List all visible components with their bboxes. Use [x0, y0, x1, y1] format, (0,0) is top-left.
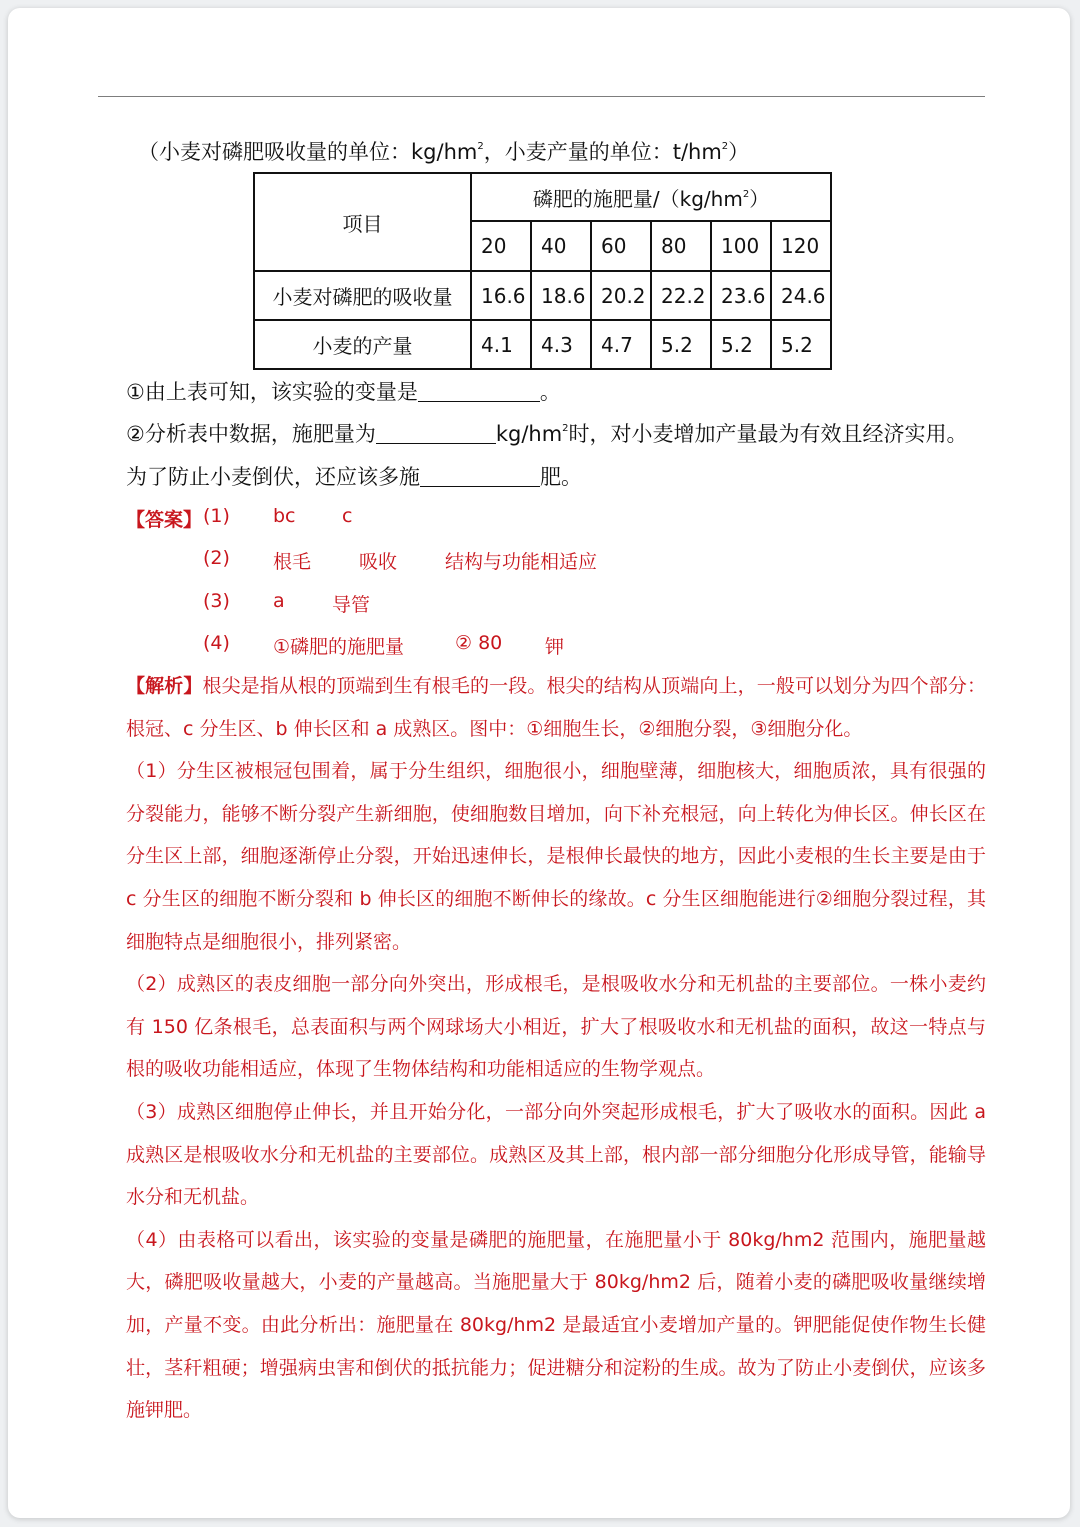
- answer-item: 钾: [545, 636, 565, 658]
- question-3: 为了防止小麦倒伏，还应该多施 肥。: [126, 465, 582, 489]
- absorption-cell: 24.6: [771, 271, 831, 320]
- yield-cell: 4.7: [591, 320, 651, 369]
- yield-cell: 4.1: [471, 320, 531, 369]
- question-1: ①由上表可知，该实验的变量是 。: [126, 380, 561, 404]
- answer-item: ①磷肥的施肥量: [273, 636, 405, 658]
- answer-item: ② 80: [455, 632, 503, 654]
- absorption-cell: 20.2: [591, 271, 651, 320]
- yield-cell: 4.3: [531, 320, 591, 369]
- dose-cell: 20: [471, 221, 531, 271]
- answer-item: 导管: [332, 594, 371, 616]
- yield-cell: 5.2: [711, 320, 771, 369]
- absorption-cell: 22.2: [651, 271, 711, 320]
- answer-num: (3): [203, 590, 230, 612]
- question-2: ②分析表中数据，施肥量为 $kg/hm^2$时，对小麦增加产量最为有效且经济实用。: [126, 422, 968, 446]
- answer-item: bc: [273, 505, 296, 527]
- yield-cell: 5.2: [651, 320, 711, 369]
- absorption-cell: 16.6: [471, 271, 531, 320]
- dose-header-cell: 磷肥的施肥量$/(kg/hm^2)$: [471, 173, 831, 221]
- header-divider: [98, 96, 985, 97]
- answer-num: (2): [203, 547, 230, 569]
- answer-num: (4): [203, 632, 230, 654]
- answer-blank: [376, 421, 496, 444]
- answer-item: c: [342, 505, 353, 527]
- answer-tag: 【答案】: [126, 509, 203, 531]
- dose-cell: 60: [591, 221, 651, 271]
- row-label-absorption: 小麦对磷肥的吸收量: [254, 271, 471, 320]
- dose-cell: 40: [531, 221, 591, 271]
- answer-blank: [418, 379, 540, 402]
- explanation-paragraph: （1）分生区被根冠包围着，属于分生组织，细胞很小，细胞壁薄，细胞核大，细胞质浓，具有很强的分裂能力，能够不断分裂产生新细胞，使细胞数目增加，向下补充根冠，向上转化为伸长区。伸长区在分生区上部，细胞逐渐停止分裂，开始迅速伸长，是根伸长最快的地方，因此小麦根的生长主要是由于 c 分生区的细胞不断分裂和 b 伸长区的细胞不断伸长的缘故。c 分生区细胞能进行②细胞分裂过程，其细胞特点是细胞很小，排列紧密。: [126, 760, 986, 953]
- explanation-paragraph: （3）成熟区细胞停止伸长，并且开始分化，一部分向外突起形成根毛，扩大了吸收水的面积。因此 a 成熟区是根吸收水分和无机盐的主要部位。成熟区及其上部，根内部一部分细胞分化形成导管，能输导水分和无机盐。: [126, 1100, 986, 1209]
- fertilizer-table: [253, 172, 832, 370]
- row-label-yield: 小麦的产量: [254, 320, 471, 369]
- units-note: （小麦对磷肥吸收量的单位：$kg/hm^2$，小麦产量的单位：$t/hm^2$）: [138, 140, 750, 164]
- explanation-paragraph: （2）成熟区的表皮细胞一部分向外突出，形成根毛，是根吸收水分和无机盐的主要部位。一株小麦约有 150 亿条根毛，总表面积与两个网球场大小相近，扩大了根吸收水和无机盐的面积，故这一特点与根的吸收功能相适应，体现了生物体结构和功能相适应的生物学观点。: [126, 973, 986, 1081]
- item-header-cell: 项目: [254, 173, 471, 271]
- dose-cell: 120: [771, 221, 831, 271]
- absorption-cell: 23.6: [711, 271, 771, 320]
- answer-item: a: [273, 590, 285, 612]
- dose-cell: 100: [711, 221, 771, 271]
- yield-cell: 5.2: [771, 320, 831, 369]
- explanation-tag: 【解析】: [126, 675, 203, 697]
- answer-item: 根毛: [273, 551, 312, 573]
- answer-item: 结构与功能相适应: [445, 551, 598, 573]
- dose-cell: 80: [651, 221, 711, 271]
- answer-item: 吸收: [359, 551, 398, 573]
- answer-num: (1): [203, 505, 230, 527]
- explanation-block: [126, 665, 986, 1432]
- explanation-paragraph: （4）由表格可以看出，该实验的变量是磷肥的施肥量，在施肥量小于 80kg/hm2 范围内，施肥量越大，磷肥吸收量越大，小麦的产量越高。当施肥量大于 80kg/hm2 后，随着小麦的磷肥吸收量继续增加，产量不变。由此分析出：施肥量在 80kg/hm2 是最适宜小麦增加产量的。钾肥能促使作物生长健壮，茎秆粗硬；增强病虫害和倒伏的抵抗能力；促进糖分和淀粉的生成。故为了防止小麦倒伏，应该多施钾肥。: [126, 1228, 986, 1422]
- answer-blank: [420, 464, 540, 487]
- explanation-intro: 【解析】根尖是指从根的顶端到生有根毛的一段。根尖的结构从顶端向上，一般可以划分为四个部分：根冠、c 分生区、b 伸长区和 a 成熟区。图中：①细胞生长，②细胞分裂，③细胞分化。: [126, 675, 986, 740]
- absorption-cell: 18.6: [531, 271, 591, 320]
